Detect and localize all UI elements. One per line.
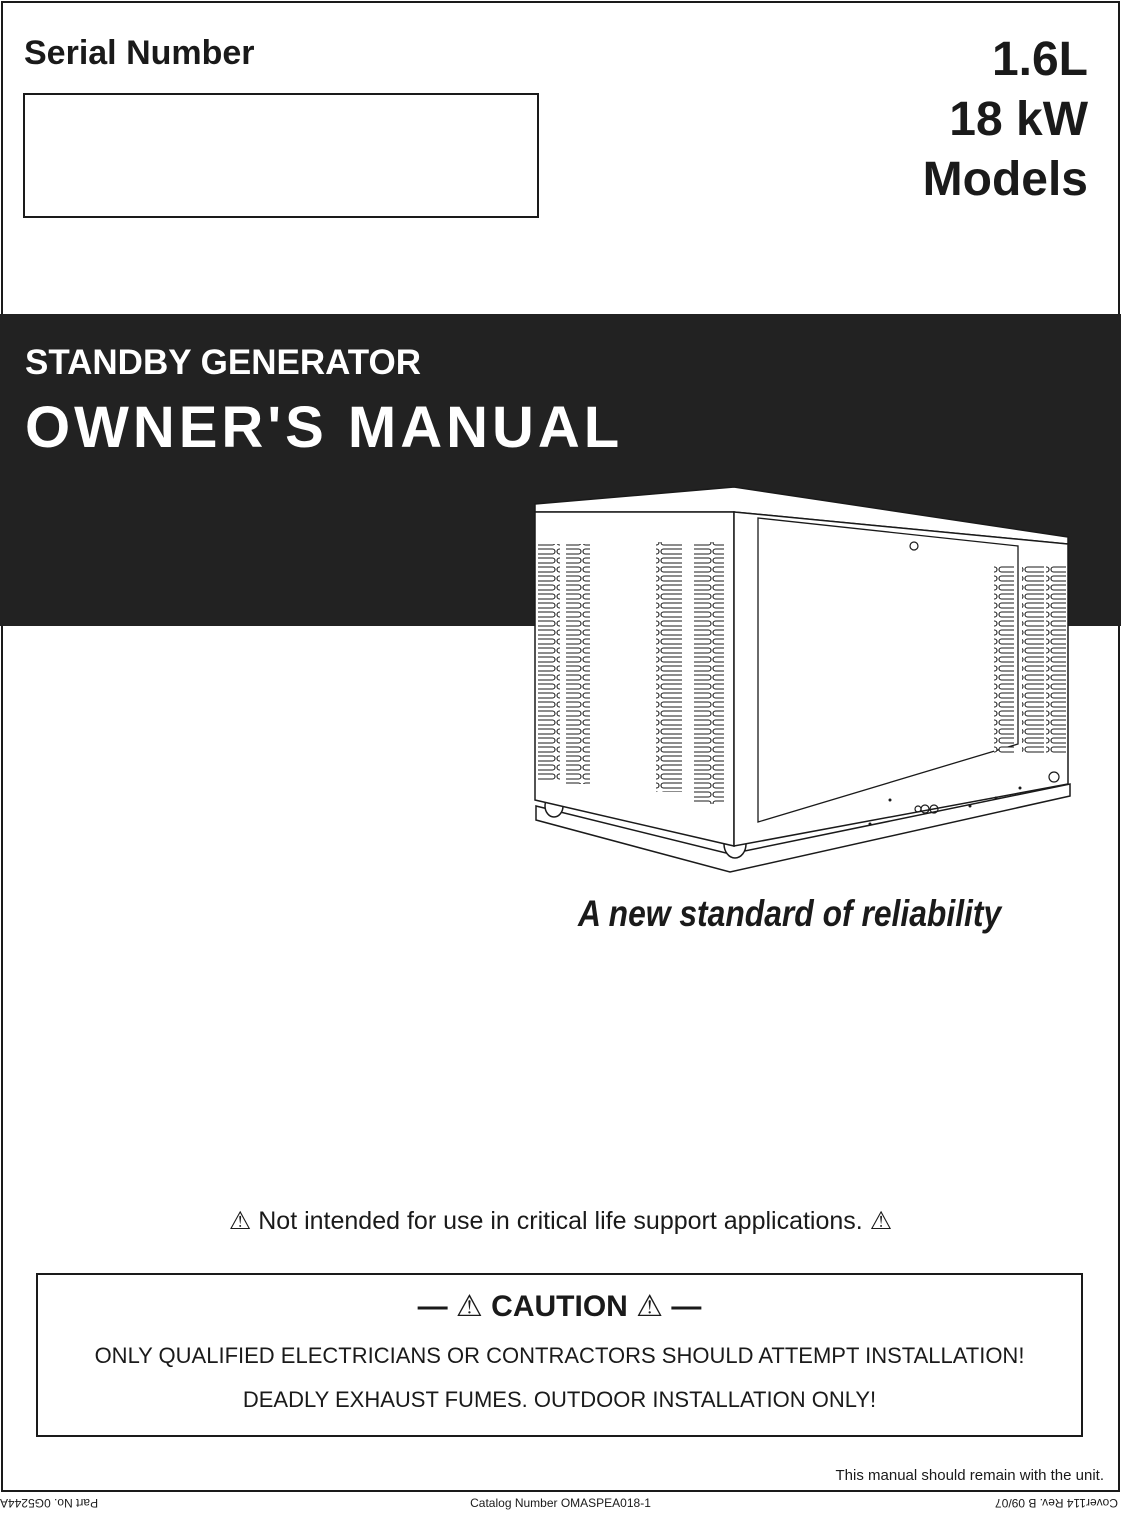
banner-subtitle: STANDBY GENERATOR	[25, 343, 422, 382]
caution-electricians: ONLY QUALIFIED ELECTRICIANS OR CONTRACTORS SHOULD ATTEMPT INSTALLATION!	[94, 1343, 1025, 1368]
serial-number-label: Serial Number	[24, 34, 255, 72]
dash-left: —	[417, 1290, 448, 1323]
catalog-number: Catalog Number OMASPEA018-1	[470, 1496, 651, 1510]
generator-illustration	[530, 484, 1075, 879]
model-block	[923, 30, 1088, 210]
remain-note: This manual should remain with the unit.	[835, 1467, 1104, 1484]
banner-title: OWNER'S MANUAL	[25, 395, 624, 460]
caution-box	[36, 1273, 1083, 1437]
model-power: 18 kW	[949, 93, 1088, 146]
warning-triangle-icon: ⚠	[869, 1207, 893, 1235]
model-displacement: 1.6L	[991, 33, 1088, 86]
warning-triangle-icon: ⚠	[636, 1290, 664, 1323]
tagline: A new standard of reliability	[578, 893, 1002, 934]
caution-title: CAUTION	[491, 1290, 628, 1323]
warning-triangle-icon: ⚠	[455, 1290, 483, 1323]
caution-exhaust: DEADLY EXHAUST FUMES. OUTDOOR INSTALLATION ONLY!	[242, 1387, 877, 1412]
dash-right: —	[671, 1290, 702, 1323]
model-label: Models	[922, 153, 1088, 206]
warning-text: Not intended for use in critical life support applications.	[258, 1207, 863, 1235]
cover-revision: Cover114 Rev. B 09/07	[995, 1496, 1118, 1510]
life-support-warning	[0, 1206, 1121, 1236]
part-number: Part No. 0G5244A	[0, 1496, 99, 1510]
warning-triangle-icon: ⚠	[228, 1207, 252, 1235]
serial-number-box	[23, 93, 539, 218]
caution-heading	[38, 1289, 1081, 1324]
